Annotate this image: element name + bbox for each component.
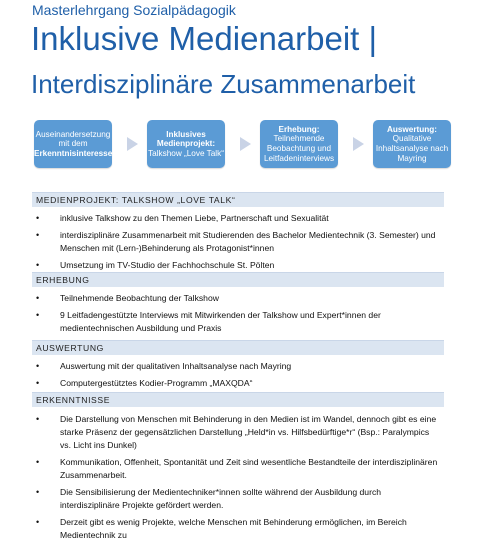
flow-step-text: mit dem [58,139,88,149]
flow-step-3 [260,120,338,168]
list-item: • Die Sensibilisierung der Medientechniker*innen sollte während der Ausbildung durch interdisziplinäre Projekte gefördert werden. [0,486,470,512]
section-heading-erhebung: ERHEBUNG [32,272,444,287]
flow-step-text: Inklusives [166,129,206,139]
flow-arrow-1 [127,137,138,151]
list-item: • Auswertung mit der qualitativen Inhaltsanalyse nach Mayring [0,360,470,373]
page-title-line-2: Interdisziplinäre Zusammenarbeit [31,69,416,99]
flow-step-1 [34,120,112,168]
flow-step-text: Inhaltsanalyse nach [375,144,449,153]
flow-step-4 [373,120,451,168]
list-item: • Derzeit gibt es wenig Projekte, welche Menschen mit Behinderung ermöglichen, im Bereich Medientechnik zu [0,516,470,542]
section-heading-erkenntnisse: ERKENNTNISSE [32,392,444,407]
section-heading-auswertung: AUSWERTUNG [32,340,444,355]
flow-arrow-3 [353,137,364,151]
list-erhebung [0,292,470,339]
page-title-line-1: Inklusive Medienarbeit | [31,20,378,57]
course-subtitle: Masterlehrgang Sozialpädagogik [32,2,236,18]
flow-step-text: Teilnehmende [273,134,325,144]
list-item: • inklusive Talkshow zu den Themen Liebe, Partnerschaft und Sexualität [0,212,470,225]
list-item: • 9 Leitfadengestützte Interviews mit Mitwirkenden der Talkshow und Expert*innen der medientechnischen Ausbildung und Praxis [0,309,470,335]
flow-step-text: Erkenntnisinteresse [34,148,113,158]
flow-step-text: Beobachtung und [266,144,332,153]
process-flow [34,120,454,172]
list-medienprojekt [0,212,470,276]
flow-step-text: Auseinandersetzung [35,129,111,139]
list-item: • Kommunikation, Offenheit, Spontanität und Zeit sind wesentliche Bestandteile der interdisziplinären Zusammenarbeit. [0,456,470,482]
flow-step-text: Leitfadeninterviews [263,153,335,163]
list-auswertung [0,360,470,394]
list-item: • interdisziplinäre Zusammenarbeit mit Studierenden des Bachelor Medientechnik (3. Semester) und Menschen mit (Lern-)Behinderung als Protagonist*innen [0,229,470,255]
section-heading-medienprojekt: MEDIENPROJEKT: TALKSHOW „LOVE TALK“ [32,192,444,207]
list-item: • Umsetzung im TV-Studio der Fachhochschule St. Pölten [0,259,470,272]
flow-step-2 [147,120,225,168]
list-erkenntnisse [0,413,470,546]
flow-step-text: Qualitative [392,134,432,144]
flow-step-text: Mayring [397,153,427,163]
flow-step-text: Auswertung: [386,124,438,134]
list-item: • Computergestütztes Kodier-Programm „MAXQDA“ [0,377,470,390]
flow-step-text: Medienprojekt: [156,139,216,149]
flow-step-text: Erhebung: [278,124,320,134]
list-item: • Teilnehmende Beobachtung der Talkshow [0,292,470,305]
list-item: • Die Darstellung von Menschen mit Behinderung in den Medien ist im Wandel, dennoch gibt es eine starke Präsenz der gegensätzlichen Darstellung „Held*in vs. Hilfsbedürftige*r“ (Bsp.: Paralympics vs. Licht ins Dunkel) [0,413,470,452]
flow-arrow-2 [240,137,251,151]
flow-step-text: Talkshow „Love Talk“ [148,148,224,158]
